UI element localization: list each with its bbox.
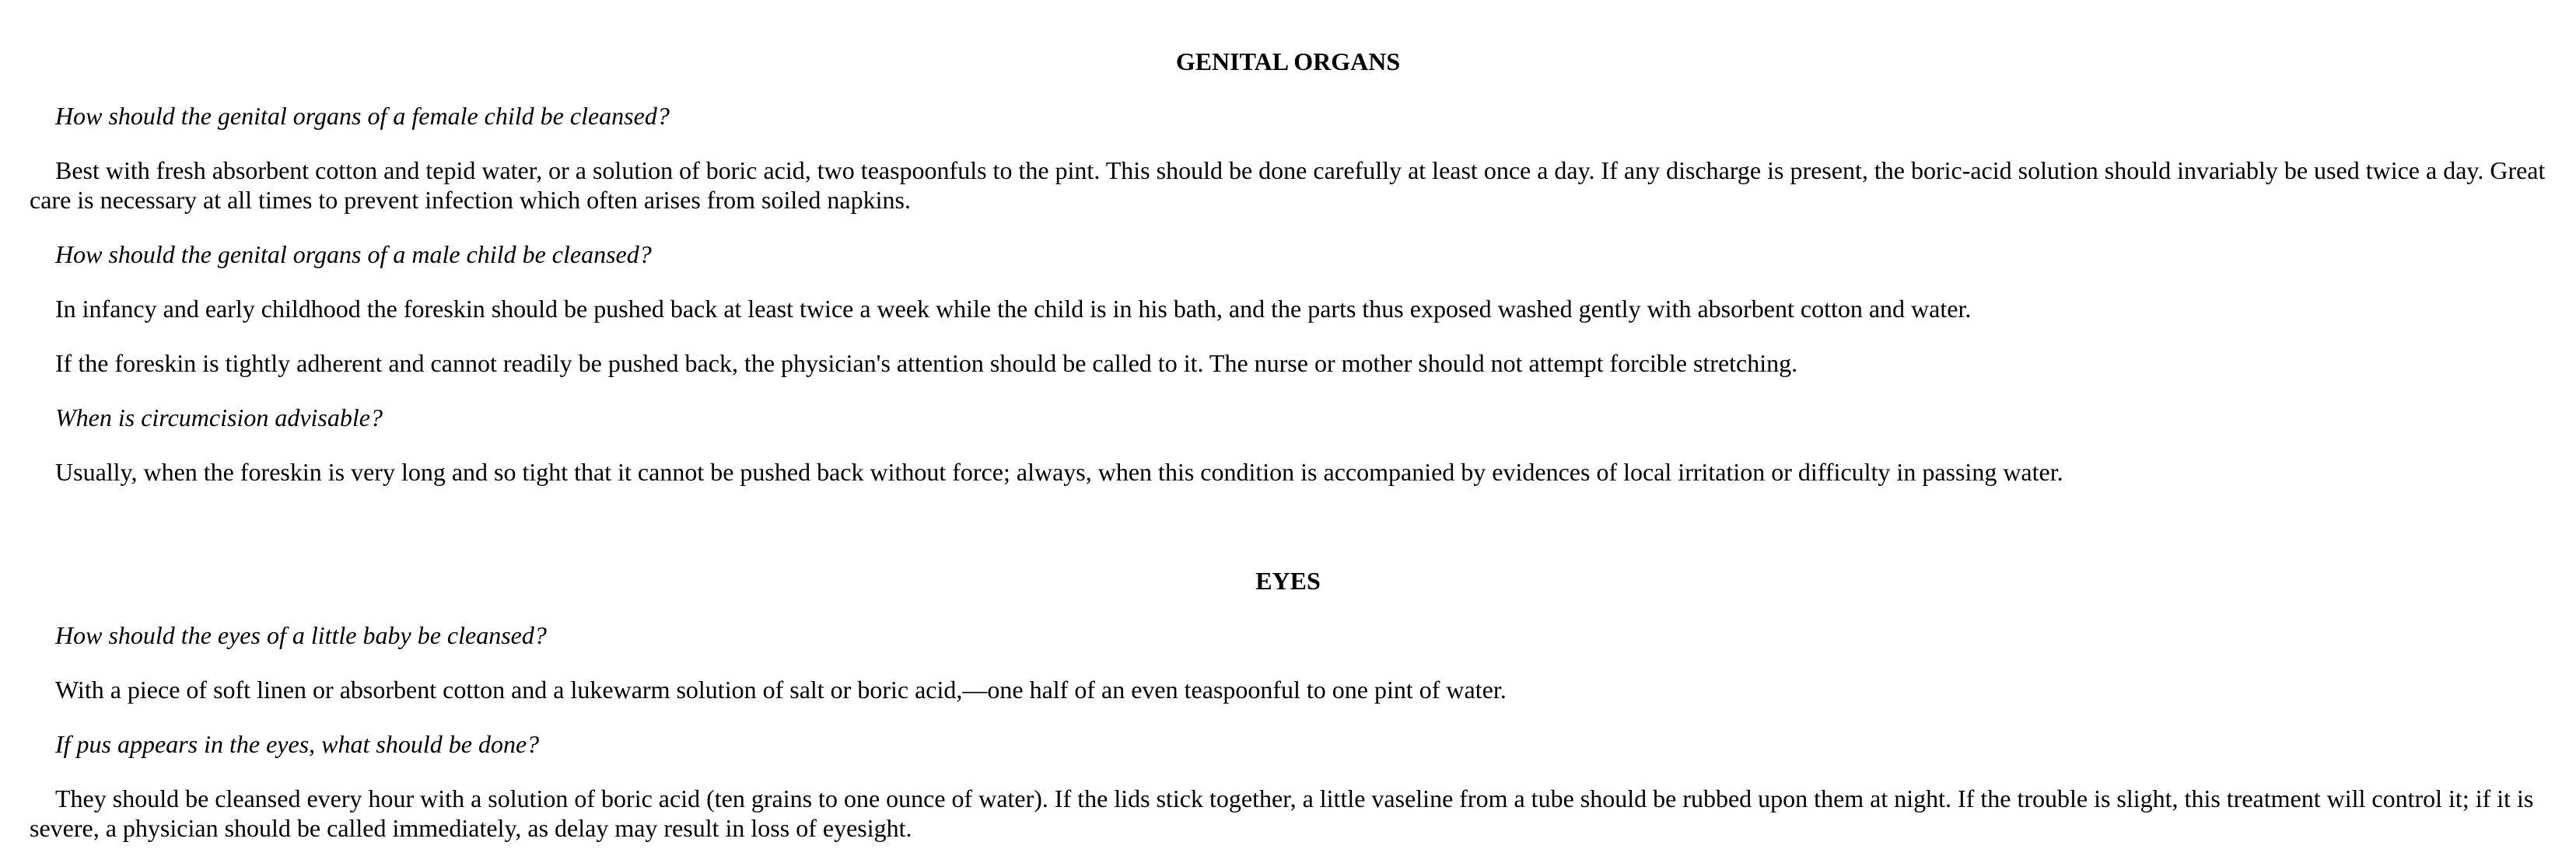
question-circumcision: When is circumcision advisable? — [55, 404, 383, 432]
question-eyes-cleansing: How should the eyes of a little baby be cleansed? — [55, 621, 547, 649]
question-female-cleansing: How should the genital organs of a female child be cleansed? — [55, 102, 670, 130]
answer-foreskin-adherent: If the foreskin is tightly adherent and cannot readily be pushed back, the physician's attention should be called to it. The nurse or mother should not attempt forcible stretching. — [55, 349, 1798, 377]
answer-eyes-cleansing: With a piece of soft linen or absorbent cotton and a lukewarm solution of salt or boric acid,—one half of an even teaspoonful to one pint of water. — [55, 676, 1507, 704]
answer-circumcision: Usually, when the foreskin is very long and so tight that it cannot be pushed back without force; always, when this condition is accompanied by evidences of local irritation or difficulty in passing water. — [55, 458, 2063, 486]
section-heading-genital-organs: GENITAL ORGANS — [1175, 47, 1401, 75]
answer-male-cleansing: In infancy and early childhood the foreskin should be pushed back at least twice a week while the child is in his bath, and the parts thus exposed washed gently with absorbent cotton and water. — [55, 295, 1972, 323]
answer-pus-in-eyes: They should be cleansed every hour with a solution of boric acid (ten grains to one ounce of water). If the lids stick together, a little vaseline from a tube should be rubbed upon them at night. If the trouble is slight, this treatment will control it; if it is severe, a physician should be called immediately, as delay may result in loss of eyesight. — [30, 784, 2534, 842]
section-heading-eyes: EYES — [1255, 567, 1321, 595]
question-male-cleansing: How should the genital organs of a male child be cleansed? — [55, 240, 652, 268]
question-pus-in-eyes: If pus appears in the eyes, what should be done? — [55, 730, 540, 758]
answer-female-cleansing: Best with fresh absorbent cotton and tepid water, or a solution of boric acid, two teaspoonfuls to the pint. This should be done carefully at least once a day. If any discharge is present, the boric-acid solution should invariably be used twice a day. Great care is necessary at all times to prevent infection which often arises from soiled napkins. — [30, 156, 2546, 214]
